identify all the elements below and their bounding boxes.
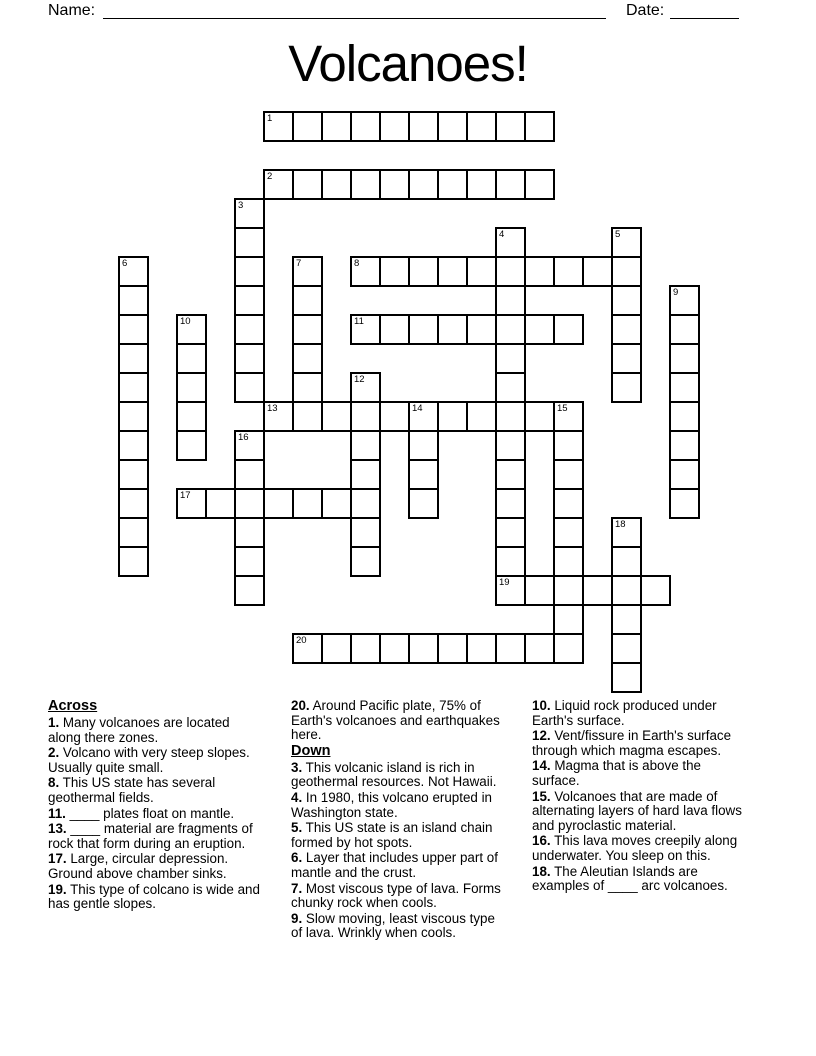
crossword-cell-r2-c10[interactable]	[408, 169, 439, 200]
clue-20: 20. Around Pacific plate, 75% of Earth's volcanoes and earthquakes here.	[291, 698, 500, 743]
crossword-cell-r5-c9[interactable]	[379, 256, 410, 287]
crossword-cell-r18-c11[interactable]	[437, 633, 468, 664]
crossword-cell-r15-c17[interactable]	[611, 546, 642, 577]
crossword-cell-r7-c2[interactable]	[176, 314, 207, 345]
crossword-cell-r6-c19[interactable]	[669, 285, 700, 316]
crossword-cell-r10-c7[interactable]	[321, 401, 352, 432]
crossword-cell-r10-c11[interactable]	[437, 401, 468, 432]
cell-number-3: 3	[238, 200, 244, 211]
cell-number-12: 12	[354, 374, 365, 385]
clue-number: 16.	[532, 833, 551, 849]
crossword-cell-r5-c11[interactable]	[437, 256, 468, 287]
crossword-cell-r16-c15[interactable]	[553, 575, 584, 606]
clue-list-header-down: Down	[291, 742, 331, 759]
crossword-cell-r2-c5[interactable]	[263, 169, 294, 200]
crossword-cell-r10-c10[interactable]	[408, 401, 439, 432]
crossword-cell-r6-c17[interactable]	[611, 285, 642, 316]
crossword-grid	[118, 111, 700, 693]
crossword-cell-r14-c13[interactable]	[495, 517, 526, 548]
crossword-cell-r7-c13[interactable]	[495, 314, 526, 345]
clue-number: 10.	[532, 698, 551, 713]
crossword-cell-r6-c13[interactable]	[495, 285, 526, 316]
clue-number: 8.	[48, 775, 60, 791]
crossword-cell-r13-c13[interactable]	[495, 488, 526, 519]
crossword-cell-r18-c9[interactable]	[379, 633, 410, 664]
crossword-cell-r14-c8[interactable]	[350, 517, 381, 548]
clue-list-header-across: Across	[48, 698, 98, 714]
crossword-cell-r5-c0[interactable]	[118, 256, 149, 287]
crossword-cell-r0-c9[interactable]	[379, 111, 410, 142]
crossword-cell-r14-c15[interactable]	[553, 517, 584, 548]
clue-number: 4.	[291, 789, 303, 805]
crossword-cell-r7-c0[interactable]	[118, 314, 149, 345]
clue-15: 15. Volcanoes that are made of alternating layers of hard lava flows and pyroclastic material.	[532, 788, 742, 833]
crossword-cell-r11-c4[interactable]	[234, 430, 265, 461]
crossword-cell-r15-c0[interactable]	[118, 546, 149, 577]
crossword-cell-r16-c13[interactable]	[495, 575, 526, 606]
cell-number-1: 1	[267, 113, 273, 124]
crossword-cell-r18-c12[interactable]	[466, 633, 497, 664]
clue-column-across	[48, 699, 260, 913]
clue-19: 19. This type of colcano is wide and has gentle slopes.	[48, 881, 260, 912]
crossword-cell-r7-c12[interactable]	[466, 314, 497, 345]
crossword-cell-r0-c11[interactable]	[437, 111, 468, 142]
crossword-cell-r16-c17[interactable]	[611, 575, 642, 606]
crossword-cell-r0-c10[interactable]	[408, 111, 439, 142]
crossword-cell-r18-c10[interactable]	[408, 633, 439, 664]
crossword-cell-r2-c7[interactable]	[321, 169, 352, 200]
crossword-cell-r18-c7[interactable]	[321, 633, 352, 664]
cell-number-2: 2	[267, 171, 273, 182]
cell-number-7: 7	[296, 258, 302, 269]
crossword-cell-r5-c15[interactable]	[553, 256, 584, 287]
clue-9: 9. Slow moving, least viscous type of lava. Wrinkly when cools.	[291, 910, 495, 941]
crossword-cell-r9-c0[interactable]	[118, 372, 149, 403]
crossword-cell-r15-c4[interactable]	[234, 546, 265, 577]
crossword-cell-r0-c13[interactable]	[495, 111, 526, 142]
crossword-cell-r2-c13[interactable]	[495, 169, 526, 200]
crossword-cell-r2-c12[interactable]	[466, 169, 497, 200]
crossword-cell-r6-c6[interactable]	[292, 285, 323, 316]
crossword-cell-r9-c19[interactable]	[669, 372, 700, 403]
clue-number: 2.	[48, 745, 60, 761]
clue-7: 7. Most viscous type of lava. Forms chunky rock when cools.	[291, 880, 501, 911]
clue-number: 9.	[291, 910, 303, 926]
cell-number-17: 17	[180, 490, 191, 501]
crossword-cell-r7-c19[interactable]	[669, 314, 700, 345]
crossword-cell-r9-c13[interactable]	[495, 372, 526, 403]
cell-number-4: 4	[499, 229, 505, 240]
crossword-cell-r2-c14[interactable]	[524, 169, 555, 200]
crossword-cell-r9-c8[interactable]	[350, 372, 381, 403]
crossword-cell-r13-c7[interactable]	[321, 488, 352, 519]
cell-number-10: 10	[180, 316, 191, 327]
crossword-cell-r10-c13[interactable]	[495, 401, 526, 432]
crossword-cell-r18-c15[interactable]	[553, 633, 584, 664]
clue-number: 7.	[291, 880, 303, 896]
crossword-cell-r13-c0[interactable]	[118, 488, 149, 519]
crossword-cell-r8-c4[interactable]	[234, 343, 265, 374]
date-label: Date:	[626, 2, 665, 19]
cell-number-9: 9	[673, 287, 679, 298]
page-title: Volcanoes!	[288, 35, 528, 92]
crossword-cell-r17-c17[interactable]	[611, 604, 642, 635]
clue-number: 11.	[48, 805, 66, 821]
crossword-cell-r3-c4[interactable]	[234, 198, 265, 229]
cell-number-20: 20	[296, 635, 307, 646]
crossword-cell-r18-c8[interactable]	[350, 633, 381, 664]
crossword-cell-r2-c11[interactable]	[437, 169, 468, 200]
cell-number-5: 5	[615, 229, 621, 240]
clue-number: 3.	[291, 759, 303, 775]
crossword-cell-r11-c13[interactable]	[495, 430, 526, 461]
clue-12: 12. Vent/fissure in Earth's surface through which magma escapes.	[532, 728, 732, 758]
crossword-cell-r10-c5[interactable]	[263, 401, 294, 432]
crossword-cell-r8-c0[interactable]	[118, 343, 149, 374]
crossword-cell-r12-c8[interactable]	[350, 459, 381, 490]
clue-5: 5. This US state is an island chain formed by hot spots.	[291, 820, 493, 850]
crossword-cell-r18-c13[interactable]	[495, 633, 526, 664]
crossword-cell-r2-c8[interactable]	[350, 169, 381, 200]
crossword-cell-r12-c19[interactable]	[669, 459, 700, 490]
clue-number: 13.	[48, 821, 67, 837]
cell-number-16: 16	[238, 432, 249, 443]
crossword-cell-r15-c13[interactable]	[495, 546, 526, 577]
clue-14: 14. Magma that is above the surface.	[532, 758, 701, 788]
crossword-cell-r13-c2[interactable]	[176, 488, 207, 519]
crossword-cell-r7-c15[interactable]	[553, 314, 584, 345]
crossword-cell-r14-c0[interactable]	[118, 517, 149, 548]
clue-number: 14.	[532, 758, 551, 774]
crossword-cell-r7-c10[interactable]	[408, 314, 439, 345]
crossword-cell-r5-c4[interactable]	[234, 256, 265, 287]
clue-17: 17. Large, circular depression. Ground above chamber sinks.	[48, 851, 229, 881]
crossword-cell-r13-c10[interactable]	[408, 488, 439, 519]
crossword-cell-r15-c8[interactable]	[350, 546, 381, 577]
clue-number: 19.	[48, 881, 67, 897]
crossword-cell-r6-c0[interactable]	[118, 285, 149, 316]
crossword-cell-r0-c7[interactable]	[321, 111, 352, 142]
crossword-cell-r7-c14[interactable]	[524, 314, 555, 345]
crossword-cell-r16-c16[interactable]	[582, 575, 613, 606]
clue-2: 2. Volcano with very steep slopes. Usually quite small.	[48, 745, 250, 775]
clue-column-right	[532, 699, 748, 895]
crossword-cell-r5-c12[interactable]	[466, 256, 497, 287]
crossword-cell-r6-c4[interactable]	[234, 285, 265, 316]
crossword-cell-r12-c0[interactable]	[118, 459, 149, 490]
crossword-cell-r10-c2[interactable]	[176, 401, 207, 432]
crossword-cell-r10-c9[interactable]	[379, 401, 410, 432]
crossword-cell-r11-c2[interactable]	[176, 430, 207, 461]
clue-8: 8. This US state has several geothermal fields.	[48, 775, 216, 805]
crossword-cell-r7-c4[interactable]	[234, 314, 265, 345]
clue-10: 10. Liquid rock produced under Earth's surface.	[532, 698, 717, 728]
crossword-cell-r12-c13[interactable]	[495, 459, 526, 490]
cell-number-11: 11	[354, 316, 364, 327]
crossword-cell-r8-c6[interactable]	[292, 343, 323, 374]
clue-11: 11. ____ plates float on mantle.	[48, 805, 235, 821]
clue-4: 4. In 1980, this volcano erupted in Washington state.	[291, 789, 493, 820]
crossword-cell-r5-c10[interactable]	[408, 256, 439, 287]
crossword-cell-r4-c17[interactable]	[611, 227, 642, 258]
cell-number-6: 6	[122, 258, 128, 269]
clue-1: 1. Many volcanoes are located along there zones.	[48, 715, 230, 745]
crossword-cell-r18-c17[interactable]	[611, 633, 642, 664]
crossword-cell-r12-c10[interactable]	[408, 459, 439, 490]
crossword-cell-r11-c15[interactable]	[553, 430, 584, 461]
crossword-cell-r5-c8[interactable]	[350, 256, 381, 287]
crossword-cell-r7-c9[interactable]	[379, 314, 410, 345]
crossword-cell-r11-c8[interactable]	[350, 430, 381, 461]
crossword-cell-r7-c17[interactable]	[611, 314, 642, 345]
crossword-cell-r16-c14[interactable]	[524, 575, 555, 606]
crossword-cell-r18-c6[interactable]	[292, 633, 323, 664]
crossword-cell-r4-c4[interactable]	[234, 227, 265, 258]
clue-13: 13. ____ material are fragments of rock that form during an eruption.	[48, 821, 253, 851]
crossword-cell-r10-c19[interactable]	[669, 401, 700, 432]
crossword-cell-r15-c15[interactable]	[553, 546, 584, 577]
crossword-cell-r11-c10[interactable]	[408, 430, 439, 461]
crossword-cell-r19-c17[interactable]	[611, 662, 642, 693]
crossword-cell-r0-c8[interactable]	[350, 111, 381, 142]
crossword-cell-r8-c19[interactable]	[669, 343, 700, 374]
crossword-cell-r13-c15[interactable]	[553, 488, 584, 519]
clue-6: 6. Layer that includes upper part of mantle and the crust.	[291, 850, 498, 880]
crossword-cell-r5-c14[interactable]	[524, 256, 555, 287]
crossword-cell-r5-c16[interactable]	[582, 256, 613, 287]
crossword-cell-r13-c8[interactable]	[350, 488, 381, 519]
crossword-cell-r2-c6[interactable]	[292, 169, 323, 200]
crossword-cell-r8-c2[interactable]	[176, 343, 207, 374]
cell-number-14: 14	[412, 403, 423, 414]
clue-number: 5.	[291, 820, 303, 836]
clue-number: 6.	[291, 850, 303, 866]
crossword-cell-r11-c19[interactable]	[669, 430, 700, 461]
crossword-cell-r0-c5[interactable]	[263, 111, 294, 142]
crossword-cell-r10-c14[interactable]	[524, 401, 555, 432]
crossword-cell-r14-c4[interactable]	[234, 517, 265, 548]
clue-18: 18. The Aleutian Islands are examples of ____ arc volcanoes.	[532, 863, 728, 894]
name-label: Name:	[48, 2, 96, 19]
crossword-cell-r2-c9[interactable]	[379, 169, 410, 200]
crossword-cell-r13-c5[interactable]	[263, 488, 294, 519]
crossword-cell-r9-c2[interactable]	[176, 372, 207, 403]
crossword-cell-r8-c17[interactable]	[611, 343, 642, 374]
crossword-cell-r5-c13[interactable]	[495, 256, 526, 287]
crossword-cell-r10-c6[interactable]	[292, 401, 323, 432]
clue-number: 18.	[532, 863, 551, 879]
clue-number: 1.	[48, 715, 60, 730]
clue-column-middle	[291, 699, 509, 942]
crossword-cell-r17-c15[interactable]	[553, 604, 584, 635]
crossword-cell-r11-c0[interactable]	[118, 430, 149, 461]
crossword-cell-r10-c0[interactable]	[118, 401, 149, 432]
crossword-cell-r10-c15[interactable]	[553, 401, 584, 432]
crossword-cell-r10-c12[interactable]	[466, 401, 497, 432]
crossword-cell-r5-c6[interactable]	[292, 256, 323, 287]
crossword-cell-r0-c6[interactable]	[292, 111, 323, 142]
crossword-cell-r9-c4[interactable]	[234, 372, 265, 403]
crossword-cell-r7-c8[interactable]	[350, 314, 381, 345]
name-blank-line[interactable]	[103, 0, 606, 19]
crossword-cell-r16-c18[interactable]	[640, 575, 671, 606]
crossword-cell-r9-c17[interactable]	[611, 372, 642, 403]
crossword-cell-r9-c6[interactable]	[292, 372, 323, 403]
crossword-cell-r7-c6[interactable]	[292, 314, 323, 345]
clue-number: 20.	[291, 698, 310, 713]
crossword-cell-r18-c14[interactable]	[524, 633, 555, 664]
crossword-cell-r10-c8[interactable]	[350, 401, 381, 432]
clue-number: 17.	[48, 851, 67, 867]
crossword-cell-r5-c17[interactable]	[611, 256, 642, 287]
cell-number-18: 18	[615, 519, 626, 530]
crossword-cell-r13-c4[interactable]	[234, 488, 265, 519]
crossword-cell-r12-c4[interactable]	[234, 459, 265, 490]
crossword-cell-r0-c12[interactable]	[466, 111, 497, 142]
cell-number-15: 15	[557, 403, 568, 414]
crossword-cell-r14-c17[interactable]	[611, 517, 642, 548]
cell-number-13: 13	[267, 403, 278, 414]
clue-number: 15.	[532, 788, 551, 804]
crossword-cell-r13-c19[interactable]	[669, 488, 700, 519]
clue-number: 12.	[532, 728, 551, 744]
crossword-cell-r0-c14[interactable]	[524, 111, 555, 142]
crossword-cell-r13-c3[interactable]	[205, 488, 236, 519]
cell-number-8: 8	[354, 258, 360, 269]
crossword-cell-r13-c6[interactable]	[292, 488, 323, 519]
crossword-cell-r16-c4[interactable]	[234, 575, 265, 606]
cell-number-19: 19	[499, 577, 510, 588]
crossword-cell-r8-c13[interactable]	[495, 343, 526, 374]
clue-16: 16. This lava moves creepily along underwater. You sleep on this.	[532, 833, 738, 863]
crossword-cell-r7-c11[interactable]	[437, 314, 468, 345]
crossword-cell-r12-c15[interactable]	[553, 459, 584, 490]
crossword-cell-r4-c13[interactable]	[495, 227, 526, 258]
date-blank-line[interactable]	[670, 0, 739, 19]
clue-3: 3. This volcanic island is rich in geothermal resources. Not Hawaii.	[291, 759, 497, 790]
